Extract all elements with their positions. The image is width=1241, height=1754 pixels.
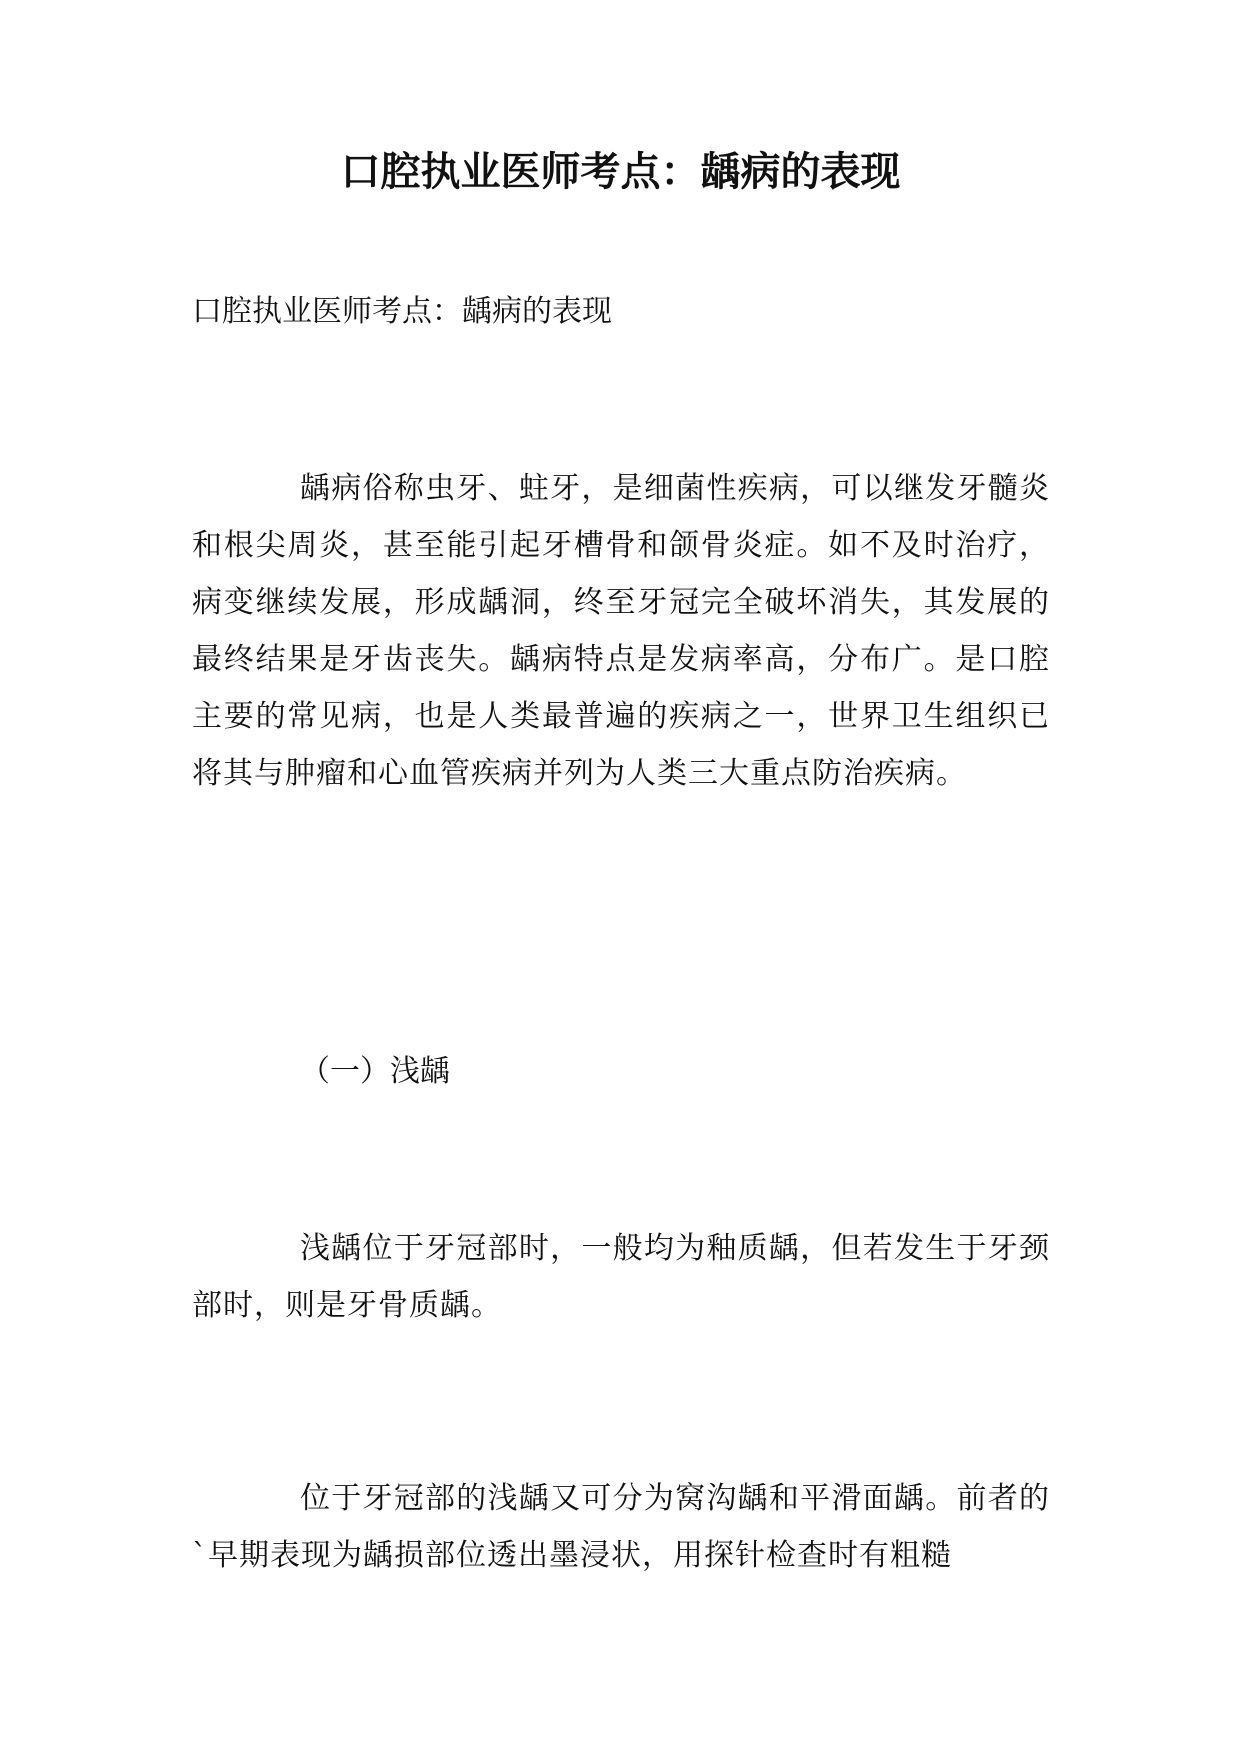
paragraph-shallow-caries: 浅龋位于牙冠部时，一般均为釉质龋，但若发生于牙颈部时，则是牙骨质龋。	[192, 1231, 1050, 1323]
paragraph-intro: 龋病俗称虫牙、蛀牙，是细菌性疾病，可以继发牙髓炎和根尖周炎，甚至能引起牙槽骨和颌骨炎症。如不及时治疗，病变继续发展，形成龋洞，终至牙冠完全破坏消失，其发展的最终结果是牙齿丧失。龋病特点是发病率高，分布广。是口腔主要的常见病，也是人类最普遍的疾病之一，世界卫生组织已将其与肿瘤和心血管疾病并列为人类三大重点防治疾病。	[192, 471, 1050, 791]
document-title: 口腔执业医师考点：龋病的表现	[340, 148, 901, 195]
section-heading-shallow-caries: （一）浅龋	[300, 1054, 450, 1089]
document-subtitle: 口腔执业医师考点：龋病的表现	[192, 294, 612, 329]
paragraph-crown-caries: 位于牙冠部的浅龋又可分为窝沟龋和平滑面龋。前者的`早期表现为龋损部位透出墨浸状，用探针检查时有粗糙	[192, 1481, 1050, 1573]
